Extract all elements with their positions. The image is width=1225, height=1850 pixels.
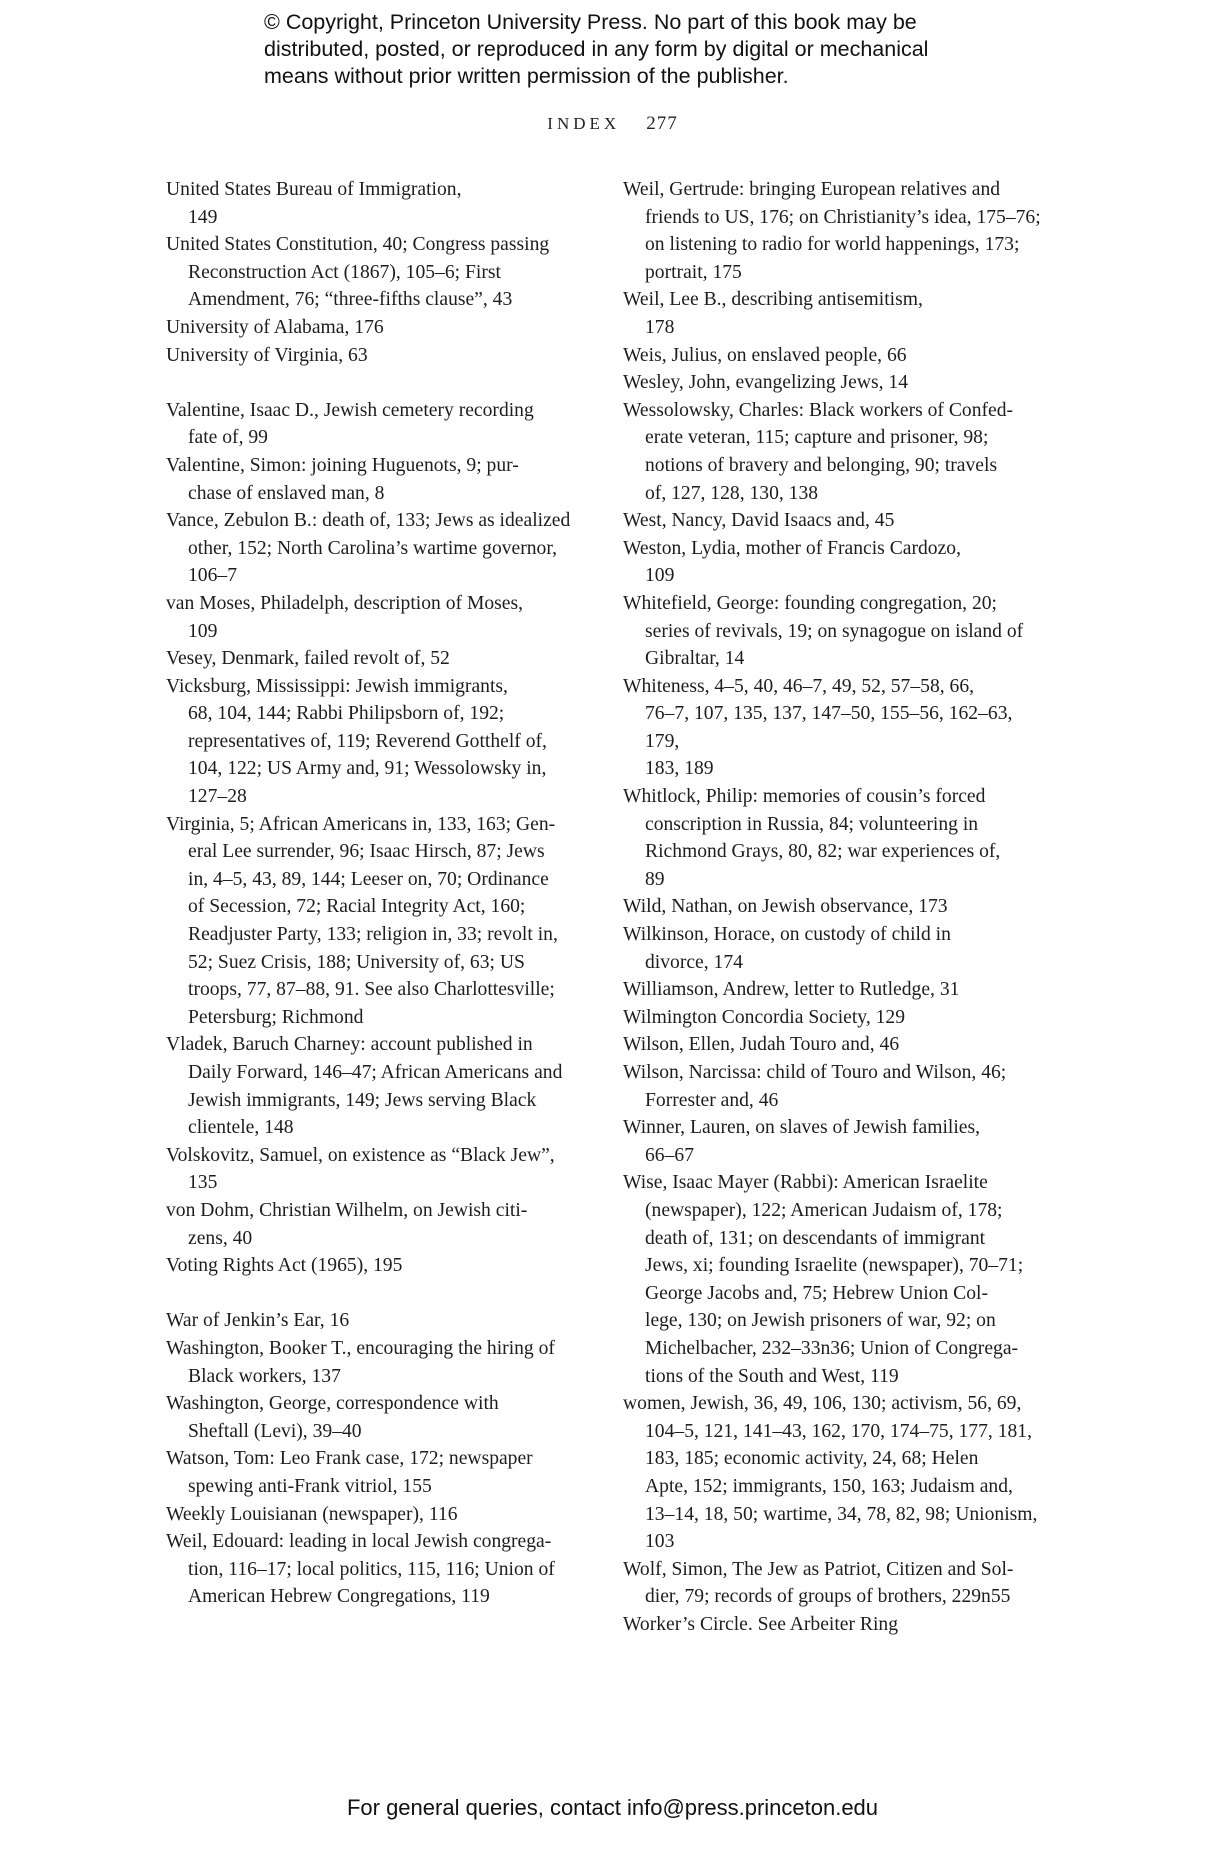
index-entry-line: Valentine, Isaac D., Jewish cemetery recording bbox=[166, 399, 534, 421]
index-entry bbox=[166, 1307, 591, 1335]
index-entry-line: clientele, 148 bbox=[188, 1117, 294, 1139]
index-entry-line: Sheftall (Levi), 39–40 bbox=[188, 1420, 362, 1442]
index-entry-line: Weil, Edouard: leading in local Jewish congrega- bbox=[166, 1531, 552, 1553]
index-entry-line: Volskovitz, Samuel, on existence as “Black Jew”, bbox=[166, 1144, 555, 1166]
index-entry-line: Jews, xi; founding Israelite (newspaper), 70–71; bbox=[645, 1255, 1024, 1277]
index-entry bbox=[623, 369, 1048, 397]
index-entry-line: Whitlock, Philip: memories of cousin’s forced bbox=[623, 786, 986, 808]
index-entry-line: University of Alabama, 176 bbox=[166, 316, 384, 338]
index-entry-line: Daily Forward, 146–47; African Americans and bbox=[188, 1062, 563, 1083]
index-entry-line: 109 bbox=[645, 565, 675, 587]
index-entry-line: Wilson, Narcissa: child of Touro and Wilson, 46; bbox=[623, 1062, 1007, 1083]
index-entry bbox=[166, 811, 591, 1032]
index-entry-line: University of Virginia, 63 bbox=[166, 344, 368, 366]
index-entry-line: divorce, 174 bbox=[645, 951, 743, 973]
index-entry-line: 104–5, 121, 141–43, 162, 170, 174–75, 177, 181, bbox=[645, 1420, 1032, 1442]
index-entry bbox=[623, 1031, 1048, 1059]
index-entry-line: chase of enslaved man, 8 bbox=[188, 482, 385, 504]
index-entry bbox=[166, 452, 591, 507]
index-entry-line: 106–7 bbox=[188, 565, 237, 587]
index-entry-line: von Dohm, Christian Wilhelm, on Jewish citi- bbox=[166, 1199, 528, 1221]
index-entry-line: tions of the South and West, 119 bbox=[645, 1365, 899, 1387]
index-entry-line: 135 bbox=[188, 1172, 218, 1194]
index-entry-line: United States Constitution, 40; Congress passing bbox=[166, 234, 550, 256]
index-entry-line: women, Jewish, 36, 49, 106, 130; activism, 56, 69, bbox=[623, 1393, 1022, 1415]
index-entry-line: Weekly Louisianan (newspaper), 116 bbox=[166, 1503, 458, 1525]
index-entry-line: Watson, Tom: Leo Frank case, 172; newspaper bbox=[166, 1448, 533, 1470]
index-entry-line: Winner, Lauren, on slaves of Jewish families, bbox=[623, 1117, 981, 1139]
index-entry-line: 52; Suez Crisis, 188; University of, 63; US bbox=[188, 951, 525, 973]
index-entry bbox=[623, 1556, 1048, 1611]
index-entry bbox=[166, 1335, 591, 1390]
index-entry bbox=[166, 673, 591, 811]
copyright-line: © Copyright, Princeton University Press. No part of this book may be bbox=[264, 10, 917, 34]
index-entry-line: on listening to radio for world happenings, 173; bbox=[645, 234, 1020, 256]
index-entry-line: dier, 79; records of groups of brothers, 229n55 bbox=[645, 1586, 1011, 1608]
index-entry-line: tion, 116–17; local politics, 115, 116; Union of bbox=[188, 1558, 555, 1580]
index-entry-line: of Secession, 72; Racial Integrity Act, 160; bbox=[188, 896, 526, 918]
letter-section-gap bbox=[166, 1280, 591, 1308]
index-entry-line: Vesey, Denmark, failed revolt of, 52 bbox=[166, 648, 450, 670]
index-entry bbox=[623, 1059, 1048, 1114]
index-entry-line: Michelbacher, 232–33n36; Union of Congrega- bbox=[645, 1337, 1019, 1359]
index-entry-line: in, 4–5, 43, 89, 144; Leeser on, 70; Ordinance bbox=[188, 868, 549, 890]
index-entry-line: West, Nancy, David Isaacs and, 45 bbox=[623, 510, 895, 532]
index-entry-line: death of, 131; on descendants of immigrant bbox=[645, 1227, 986, 1249]
index-entry-line: Wesley, John, evangelizing Jews, 14 bbox=[623, 372, 909, 394]
index-entry-line: Jewish immigrants, 149; Jews serving Black bbox=[188, 1089, 537, 1111]
index-entry-line: Vance, Zebulon B.: death of, 133; Jews as idealized bbox=[166, 510, 571, 532]
index-entry-line: Vladek, Baruch Charney: account published in bbox=[166, 1034, 533, 1056]
index-entry-line: Readjuster Party, 133; religion in, 33; revolt in, bbox=[188, 924, 558, 946]
index-entry-line: Valentine, Simon: joining Huguenots, 9; pur- bbox=[166, 454, 519, 476]
index-entry-line: series of revivals, 19; on synagogue on island of bbox=[645, 620, 1024, 642]
footer-contact: For general queries, contact info@press.princeton.edu bbox=[346, 1795, 879, 1820]
index-entry-line: 183, 189 bbox=[645, 758, 714, 780]
index-entry bbox=[623, 1114, 1048, 1169]
index-entry bbox=[623, 1611, 1048, 1639]
index-entry-line: erate veteran, 115; capture and prisoner, 98; bbox=[645, 427, 989, 449]
index-entry-line: of, 127, 128, 130, 138 bbox=[645, 482, 819, 504]
running-head-label: INDEX bbox=[547, 114, 621, 133]
index-entry bbox=[166, 397, 591, 452]
index-entry-line: fate of, 99 bbox=[188, 427, 268, 449]
index-entry bbox=[166, 1142, 591, 1197]
index-entry-line: 68, 104, 144; Rabbi Philipsborn of, 192; bbox=[188, 703, 505, 725]
page-number: 277 bbox=[646, 113, 678, 134]
index-entry-line: troops, 77, 87–88, 91. See also Charlottesville; bbox=[188, 979, 555, 1001]
index-column-right bbox=[623, 176, 1048, 1638]
index-entry-line: Forrester and, 46 bbox=[645, 1089, 779, 1111]
index-entry-line: (newspaper), 122; American Judaism of, 178; bbox=[645, 1199, 1003, 1221]
index-entry bbox=[166, 314, 591, 342]
index-entry-line: conscription in Russia, 84; volunteering in bbox=[645, 813, 979, 835]
index-column-left bbox=[166, 176, 591, 1611]
index-entry bbox=[623, 397, 1048, 507]
index-entry-line: 127–28 bbox=[188, 786, 247, 808]
index-entry bbox=[623, 976, 1048, 1004]
index-entry-line: zens, 40 bbox=[188, 1227, 253, 1249]
index-entry bbox=[623, 535, 1048, 590]
index-entry-line: Petersburg; Richmond bbox=[188, 1006, 364, 1028]
index-entry bbox=[623, 1390, 1048, 1556]
index-entry-line: United States Bureau of Immigration, bbox=[166, 179, 462, 200]
index-entry bbox=[166, 1252, 591, 1280]
index-entry bbox=[166, 590, 591, 645]
index-entry-line: Whiteness, 4–5, 40, 46–7, 49, 52, 57–58, 66, bbox=[623, 675, 975, 697]
index-entry bbox=[623, 590, 1048, 673]
index-entry-line: Weil, Lee B., describing antisemitism, bbox=[623, 289, 923, 311]
index-entry-line: Virginia, 5; African Americans in, 133, 163; Gen- bbox=[166, 813, 556, 835]
running-head bbox=[0, 113, 1225, 135]
index-entry bbox=[166, 1197, 591, 1252]
index-entry bbox=[623, 342, 1048, 370]
index-entry bbox=[166, 1528, 591, 1611]
index-entry-line: Wilson, Ellen, Judah Touro and, 46 bbox=[623, 1034, 900, 1056]
index-entry-line: 104, 122; US Army and, 91; Wessolowsky in, bbox=[188, 758, 547, 780]
index-entry-line: War of Jenkin’s Ear, 16 bbox=[166, 1310, 350, 1332]
index-entry-line: 109 bbox=[188, 620, 218, 642]
index-entry bbox=[623, 893, 1048, 921]
index-entry bbox=[166, 507, 591, 590]
index-entry bbox=[166, 1445, 591, 1500]
index-entry-line: 66–67 bbox=[645, 1144, 694, 1166]
index-entry-line: spewing anti-Frank vitriol, 155 bbox=[188, 1475, 432, 1497]
index-entry-line: representatives of, 119; Reverend Gotthelf of, bbox=[188, 730, 547, 752]
index-entry-line: Wise, Isaac Mayer (Rabbi): American Israelite bbox=[623, 1172, 988, 1194]
index-entry-line: Gibraltar, 14 bbox=[645, 648, 745, 670]
copyright-line: distributed, posted, or reproduced in any form by digital or mechanical bbox=[264, 37, 929, 61]
index-entry-line: Wild, Nathan, on Jewish observance, 173 bbox=[623, 896, 948, 918]
index-entry bbox=[166, 1031, 591, 1141]
index-entry bbox=[623, 507, 1048, 535]
index-entry-line: lege, 130; on Jewish prisoners of war, 92; on bbox=[645, 1310, 996, 1332]
index-entry-line: Washington, George, correspondence with bbox=[166, 1393, 499, 1415]
index-entry bbox=[166, 1501, 591, 1529]
index-entry-line: eral Lee surrender, 96; Isaac Hirsch, 87; Jews bbox=[188, 841, 545, 863]
copyright-notice bbox=[264, 9, 1004, 90]
index-entry-line: 13–14, 18, 50; wartime, 34, 78, 82, 98; Unionism, bbox=[645, 1503, 1038, 1525]
index-entry-line: portrait, 175 bbox=[645, 261, 742, 283]
index-entry-line: Williamson, Andrew, letter to Rutledge, 31 bbox=[623, 979, 960, 1001]
index-entry-line: Weil, Gertrude: bringing European relatives and bbox=[623, 179, 1001, 200]
index-entry-line: 89 bbox=[645, 868, 665, 890]
index-entry-line: Wilmington Concordia Society, 129 bbox=[623, 1006, 906, 1028]
index-entry-line: Voting Rights Act (1965), 195 bbox=[166, 1255, 403, 1277]
index-entry-line: American Hebrew Congregations, 119 bbox=[188, 1586, 490, 1608]
index-entry-line: 149 bbox=[188, 206, 218, 228]
index-entry-line: notions of bravery and belonging, 90; travels bbox=[645, 454, 998, 476]
index-entry-line: Reconstruction Act (1867), 105–6; First bbox=[188, 261, 501, 283]
index-entry bbox=[166, 645, 591, 673]
index-entry-line: van Moses, Philadelph, description of Moses, bbox=[166, 592, 524, 614]
index-entry-line: Richmond Grays, 80, 82; war experiences of, bbox=[645, 841, 1001, 863]
index-entry bbox=[623, 1004, 1048, 1032]
index-entry-line: friends to US, 176; on Christianity’s idea, 175–76; bbox=[645, 206, 1041, 228]
index-entry bbox=[166, 342, 591, 370]
index-entry-line: 103 bbox=[645, 1531, 675, 1553]
index-entry bbox=[166, 176, 591, 231]
index-entry-line: Wessolowsky, Charles: Black workers of Confed- bbox=[623, 399, 1014, 421]
index-entry bbox=[623, 1169, 1048, 1390]
index-entry-line: Amendment, 76; “three-fifths clause”, 43 bbox=[188, 289, 513, 311]
index-entry bbox=[623, 673, 1048, 783]
index-entry-line: Wolf, Simon, The Jew as Patriot, Citizen and Sol- bbox=[623, 1558, 1014, 1580]
index-entry bbox=[166, 231, 591, 314]
index-entry-line: Weis, Julius, on enslaved people, 66 bbox=[623, 344, 907, 366]
index-entry bbox=[623, 921, 1048, 976]
copyright-line: means without prior written permission of the publisher. bbox=[264, 64, 789, 88]
index-entry-line: Vicksburg, Mississippi: Jewish immigrants, bbox=[166, 675, 508, 697]
index-entry-line: other, 152; North Carolina’s wartime governor, bbox=[188, 537, 557, 559]
index-entry bbox=[623, 286, 1048, 341]
index-entry-line: 76–7, 107, 135, 137, 147–50, 155–56, 162–63, 179, bbox=[645, 703, 1013, 752]
index-entry-line: Worker’s Circle. See Arbeiter Ring bbox=[623, 1613, 899, 1635]
letter-section-gap bbox=[166, 369, 591, 397]
index-entry-line: George Jacobs and, 75; Hebrew Union Col- bbox=[645, 1282, 988, 1304]
index-entry-line: 183, 185; economic activity, 24, 68; Helen bbox=[645, 1448, 979, 1470]
index-entry-line: Apte, 152; immigrants, 150, 163; Judaism and, bbox=[645, 1475, 1013, 1497]
index-entry-line: 178 bbox=[645, 316, 675, 338]
index-entry bbox=[623, 783, 1048, 893]
index-entry-line: Whitefield, George: founding congregation, 20; bbox=[623, 592, 997, 614]
index-entry-line: Black workers, 137 bbox=[188, 1365, 341, 1387]
index-entry-line: Weston, Lydia, mother of Francis Cardozo, bbox=[623, 537, 961, 559]
index-entry bbox=[623, 176, 1048, 286]
index-entry-line: Wilkinson, Horace, on custody of child in bbox=[623, 924, 951, 946]
index-entry bbox=[166, 1390, 591, 1445]
index-entry-line: Washington, Booker T., encouraging the hiring of bbox=[166, 1337, 555, 1359]
